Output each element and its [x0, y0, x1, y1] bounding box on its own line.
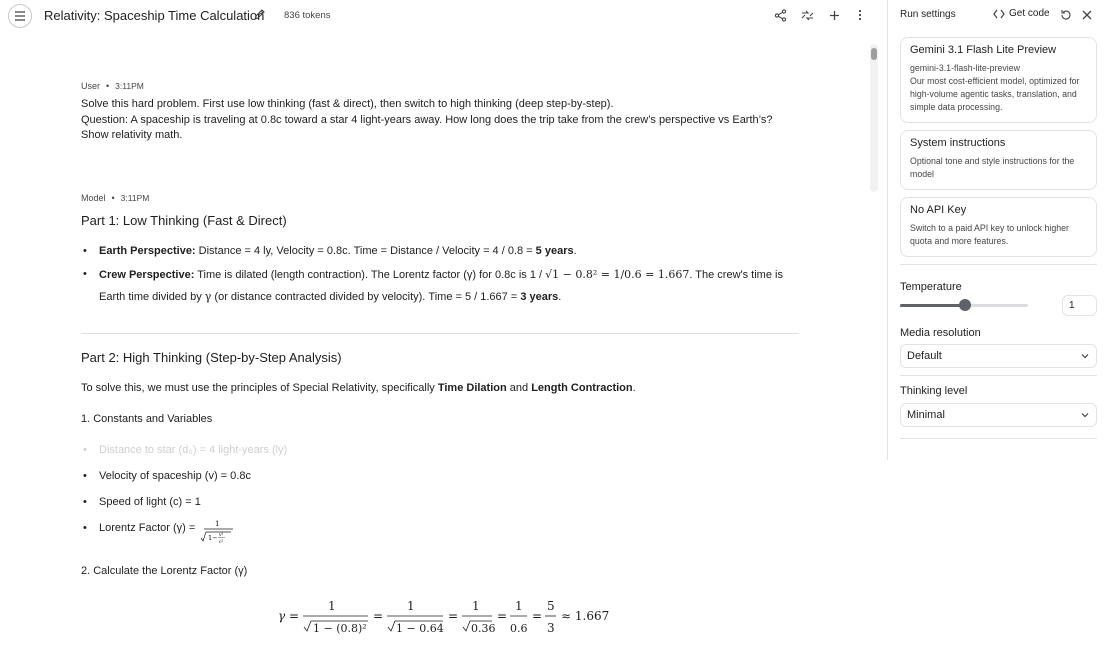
compare-icon [801, 9, 814, 22]
api-key-title: No API Key [910, 204, 967, 216]
chevron-down-icon [1080, 410, 1090, 420]
crew-perspective-item [99, 267, 783, 284]
svg-text:=: = [289, 609, 300, 623]
crew-label: Crew Perspective: [99, 269, 195, 281]
token-count: 836 tokens [284, 10, 331, 21]
menu-button[interactable] [8, 4, 32, 28]
model-selector-card[interactable] [900, 37, 1097, 123]
earth-perspective-item: • Earth Perspective: Distance = 4 ly, Velocity = 0.8c. Time = Distance / Velocity = 4 / 0.8 = 5 years. [99, 244, 577, 260]
chevron-down-icon [1080, 351, 1090, 361]
top-bar [0, 0, 886, 32]
equation-result: ≈ 1.667 [561, 609, 610, 623]
intro-text-a: To solve this, we must use the principles of Special Relativity, specifically [81, 382, 438, 394]
system-instructions-title: System instructions [910, 137, 1006, 149]
menu-icon [14, 11, 26, 21]
settings-divider-2 [900, 375, 1097, 376]
api-key-desc: Switch to a paid API key to unlock higher quota and more features. [910, 223, 1069, 246]
new-chat-button[interactable] [827, 8, 841, 22]
thinking-level-label: Thinking level [900, 385, 968, 397]
svg-text:γ: γ [278, 609, 286, 623]
user-line-1: Solve this hard problem. First use low thinking (fast & direct), then switch to high thinking (deep step-by-step). [81, 98, 614, 110]
svg-text:1: 1 [407, 599, 415, 613]
system-instructions-card[interactable] [900, 130, 1097, 190]
section-divider [81, 333, 799, 334]
intro-text-c: and [506, 382, 532, 394]
part1-heading: Part 1: Low Thinking (Fast & Direct) [81, 213, 287, 228]
user-role: User [81, 81, 101, 91]
add-icon [829, 10, 840, 21]
page-title: Relativity: Spaceship Time Calculation [44, 8, 265, 23]
run-settings-title: Run settings [900, 9, 956, 20]
share-button[interactable] [773, 8, 787, 22]
earth-label: Earth Perspective: [99, 245, 196, 257]
earth-text: Distance = 4 ly, Velocity = 0.8c. Time = Distance / Velocity = 4 / 0.8 = [195, 245, 536, 257]
var-lorentz-item [99, 520, 224, 545]
svg-text:1: 1 [515, 599, 523, 613]
settings-divider-3 [900, 438, 1097, 439]
api-key-card[interactable] [900, 197, 1097, 257]
svg-text:=: = [448, 609, 459, 623]
temperature-slider-fill [900, 304, 964, 307]
model-id: gemini-3.1-flash-lite-preview [910, 63, 1020, 73]
more-options-button[interactable] [853, 8, 867, 22]
part2-heading: Part 2: High Thinking (Step-by-Step Analysis) [81, 350, 342, 365]
svg-text:c²: c² [219, 540, 224, 545]
user-time: 3:11PM [115, 81, 144, 91]
system-instructions-desc: Optional tone and style instructions for the model [910, 156, 1075, 179]
close-icon [1082, 10, 1092, 20]
reset-icon [1060, 9, 1072, 21]
svg-text:=: = [497, 609, 508, 623]
thinking-level-select[interactable] [900, 403, 1097, 427]
model-turn-meta: Model • 3:11PM [81, 193, 150, 203]
crew-text-a: Time is dilated (length contraction). The Lorentz factor (γ) for 0.8c is 1 / [194, 269, 546, 281]
svg-text:=: = [532, 609, 543, 623]
svg-text:1: 1 [328, 599, 336, 613]
var-light-item: • Speed of light (c) = 1 [99, 495, 201, 511]
get-code-button[interactable] [993, 8, 1050, 19]
crew-line2-gamma: γ [204, 290, 212, 303]
run-settings-panel [887, 0, 1108, 460]
crew-result: 3 years [520, 291, 559, 303]
lorentz-equation [276, 595, 616, 643]
part2-intro [81, 381, 636, 397]
crew-perspective-line2: Earth time divided by γ (or distance contracted divided by velocity). Time = 5 / 1.667 = 3 years. [99, 290, 562, 303]
svg-text:1 − 0.64: 1 − 0.64 [396, 622, 444, 635]
share-icon [774, 9, 787, 22]
compare-button[interactable] [800, 8, 814, 22]
user-line-2: Question: A spaceship is traveling at 0.8c toward a star 4 light-years away. How long does the trip take from the crew’s perspective vs Earth’s? [81, 113, 773, 126]
model-role: Model [81, 193, 106, 203]
temperature-label: Temperature [900, 281, 962, 293]
svg-text:=: = [373, 609, 384, 623]
user-message[interactable] [81, 97, 801, 144]
edit-title-button[interactable] [253, 8, 267, 22]
intro-text-e: . [632, 382, 636, 394]
svg-text:3: 3 [547, 621, 555, 635]
code-icon [993, 9, 1005, 19]
svg-text:1 − (0.8)²: 1 − (0.8)² [313, 622, 367, 635]
get-code-label: Get code [1009, 8, 1050, 19]
chat-scrollbar[interactable] [870, 44, 878, 192]
edit-icon [253, 8, 266, 21]
user-line-3: Show relativity math. [81, 129, 183, 141]
temperature-slider-thumb[interactable] [959, 299, 971, 311]
intro-time-dilation: Time Dilation [437, 382, 507, 394]
svg-text:1: 1 [215, 520, 220, 528]
crew-text-b: . The crew's time is [689, 269, 783, 281]
user-turn-meta: User • 3:11PM [81, 81, 144, 91]
media-resolution-select[interactable] [900, 344, 1097, 368]
earth-result: 5 years [535, 245, 574, 257]
more-icon [858, 9, 862, 21]
reset-settings-button[interactable] [1059, 8, 1072, 21]
lorentz-formula [199, 518, 239, 546]
thinking-level-value: Minimal [907, 409, 945, 421]
settings-divider [900, 264, 1097, 265]
var-distance-item: • Distance to star (d₀) = 4 light-years (ly) [99, 443, 287, 459]
svg-text:1: 1 [472, 599, 480, 613]
svg-text:0.6: 0.6 [510, 622, 528, 635]
constants-heading: 1. Constants and Variables [81, 413, 213, 425]
model-time: 3:11PM [120, 193, 150, 203]
lorentz-heading: 2. Calculate the Lorentz Factor (γ) [81, 565, 248, 577]
crew-math: √1 − 0.8² = 1/0.6 = 1.667 [545, 268, 690, 281]
model-description: Our most cost-efficient model, optimized for high-volume agentic tasks, translation, and simple data processing. [910, 76, 1080, 112]
close-panel-button[interactable] [1080, 8, 1093, 21]
temperature-input[interactable]: 1 [1062, 295, 1097, 316]
crew-line2-a: Earth time divided by [99, 291, 205, 303]
svg-text:5: 5 [547, 599, 555, 613]
media-resolution-label: Media resolution [900, 327, 981, 339]
model-name: Gemini 3.1 Flash Lite Preview [910, 44, 1057, 56]
media-resolution-value: Default [907, 350, 942, 362]
svg-text:v²: v² [219, 533, 224, 538]
svg-text:1−: 1− [208, 534, 218, 542]
chat-scrollbar-thumb[interactable] [871, 48, 877, 60]
var-lorentz-label: Lorentz Factor (γ) = [99, 522, 196, 534]
crew-line2-b: (or distance contracted divided by velocity). Time = 5 / 1.667 = [211, 291, 521, 303]
var-velocity-item: • Velocity of spaceship (v) = 0.8c [99, 469, 251, 485]
intro-length-contraction: Length Contraction [531, 382, 633, 394]
svg-text:0.36: 0.36 [471, 622, 496, 635]
